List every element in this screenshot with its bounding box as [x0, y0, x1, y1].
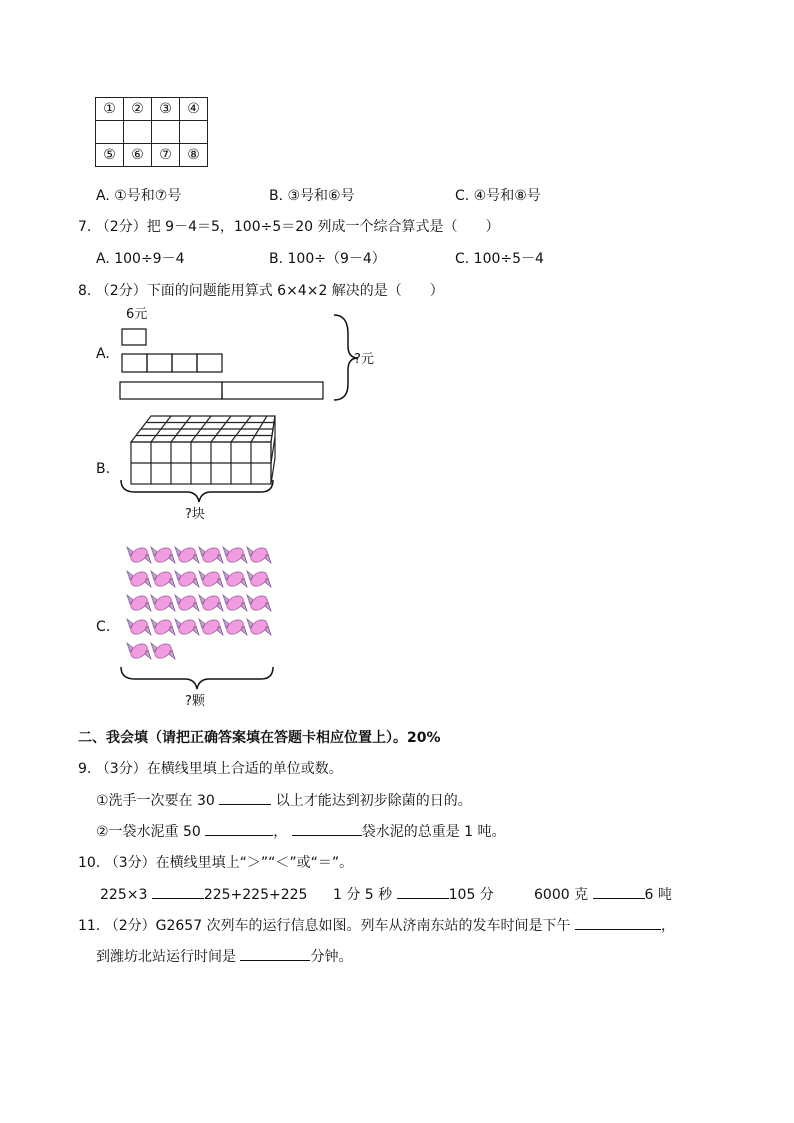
q9-blank-3[interactable]: [292, 821, 362, 836]
q10-blank-2[interactable]: [397, 884, 449, 899]
q11-blank-2[interactable]: [240, 946, 310, 961]
q9-line1-post: 以上才能达到初步除菌的日的。: [275, 793, 472, 809]
q10-item3-post: 6 吨: [644, 887, 672, 903]
q9-blank-1[interactable]: [219, 790, 271, 805]
seat-empty: [180, 121, 208, 144]
four-unit-bar: [122, 354, 222, 372]
q10-item-2: [333, 884, 494, 904]
q10-item1-post: 225+225+225: [203, 887, 308, 903]
seat-6: ⑥: [124, 144, 152, 167]
q6-option-c[interactable]: C. ④号和⑧号: [455, 188, 541, 204]
q10-blank-1[interactable]: [152, 884, 204, 899]
q9-line-2: [96, 821, 506, 841]
double-bar: [120, 382, 323, 399]
seat-1: ①: [96, 98, 124, 121]
q11-line-2: [96, 946, 352, 966]
q9-line-1: [96, 790, 472, 810]
seat-3: ③: [152, 98, 180, 121]
seat-5: ⑤: [96, 144, 124, 167]
q8-stem: 8. （2分）下面的问题能用算式 6×4×2 解决的是（ ）: [78, 283, 444, 299]
bottom-brace: [121, 667, 273, 689]
q7-stem: 7. （2分）把 9－4＝5，100÷5＝20 列成一个综合算式是（ ）: [78, 219, 500, 235]
candy-rows: [127, 545, 271, 661]
q11-line2-post: 分钟。: [310, 949, 353, 965]
q10-item2-post: 105 分: [448, 887, 494, 903]
section-2-title: 二、我会填（请把正确答案填在答题卡相应位置上）。20%: [78, 730, 441, 746]
seat-grid: [95, 97, 208, 167]
seat-8: ⑧: [180, 144, 208, 167]
price-label: 6元: [126, 307, 148, 322]
seat-empty: [152, 121, 180, 144]
seat-4: ④: [180, 98, 208, 121]
q11-line1-text: 11. （2分）G2657 次列车的运行信息如图。列车从济南东站的发车时间是下午: [78, 918, 571, 934]
candy-count-question: ?颗: [185, 694, 205, 709]
q8-option-b-label[interactable]: B.: [96, 461, 111, 477]
bar-diagram: [112, 300, 382, 408]
q10-item3-pre: 6000 克: [534, 887, 589, 903]
q10-item2-pre: 1 分 5 秒: [333, 887, 393, 903]
q11-blank-1[interactable]: [575, 915, 661, 930]
q8-option-c-label[interactable]: C.: [96, 619, 111, 635]
q10-stem: 10. （3分）在横线里填上“＞”“＜”或“＝”。: [78, 855, 354, 871]
q9-line1-pre: ①洗手一次要在 30: [96, 793, 215, 809]
q8-option-a-label[interactable]: A.: [96, 346, 110, 362]
q9-line2-pre: ②一袋水泥重 50: [96, 824, 201, 840]
q9-line2-post: 袋水泥的总重是 1 吨。: [361, 824, 506, 840]
seat-2: ②: [124, 98, 152, 121]
q6-option-a[interactable]: A. ①号和⑦号: [96, 188, 182, 204]
q7-option-a[interactable]: A. 100÷9－4: [96, 251, 185, 267]
seat-7: ⑦: [152, 144, 180, 167]
q9-line2-mid: ，: [273, 824, 288, 840]
bottom-brace: [121, 480, 273, 502]
q10-blank-3[interactable]: [593, 884, 645, 899]
q9-blank-2[interactable]: [205, 821, 273, 836]
seat-empty: [124, 121, 152, 144]
q6-option-b[interactable]: B. ③号和⑥号: [269, 188, 355, 204]
q9-stem: 9. （3分）在横线里填上合适的单位或数。: [78, 761, 343, 777]
q10-item-1: [100, 884, 307, 903]
total-price-question: ?元: [354, 352, 374, 367]
q7-option-b[interactable]: B. 100÷（9－4）: [269, 251, 386, 267]
q11-line-1: [78, 915, 675, 935]
seat-empty: [96, 121, 124, 144]
q10-item-3: [534, 884, 672, 904]
candy-grid: [115, 537, 280, 709]
q11-line2-pre: 到潍坊北站运行时间是: [96, 949, 236, 965]
cube-count-question: ?块: [185, 507, 205, 522]
q10-item1-pre: 225×3: [100, 887, 148, 903]
q11-line1-end: ，: [661, 918, 676, 934]
cube-block: [115, 410, 280, 525]
q7-option-c[interactable]: C. 100÷5－4: [455, 251, 544, 267]
unit-bar: [122, 329, 146, 345]
